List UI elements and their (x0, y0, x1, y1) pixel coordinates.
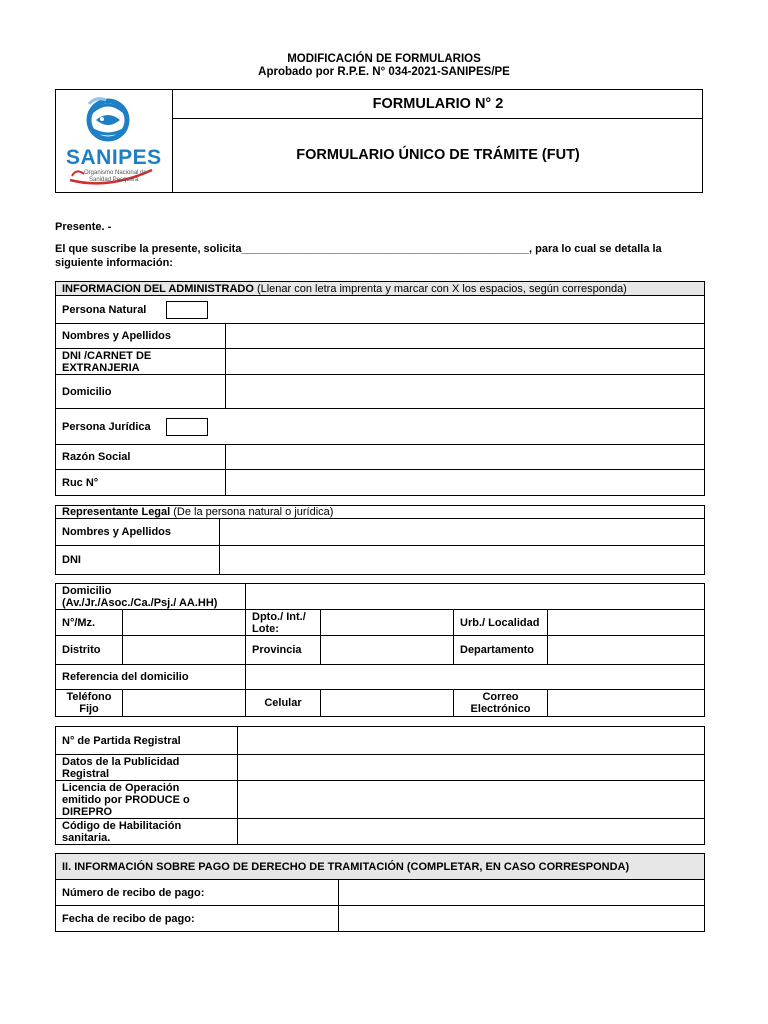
habilitacion-label-line-2: sanitaria. (62, 831, 111, 844)
address-domicilio-label (56, 584, 246, 610)
correo-label (454, 690, 548, 717)
licencia-field[interactable] (238, 781, 705, 819)
persona-natural-label: Persona Natural (62, 303, 147, 316)
telefono-label-line-2: Fijo (79, 703, 99, 715)
dni-label-line-1: DNI /CARNET DE (62, 349, 152, 362)
ruc-label: Ruc N° (56, 470, 226, 496)
address-domicilio-line-1: Domicilio (62, 584, 112, 597)
persona-juridica-checkbox[interactable] (166, 418, 208, 436)
logo-name: SANIPES (66, 146, 162, 169)
header-line-2: Aprobado por R.P.E. N° 034-2021-SANIPES/PE (258, 66, 510, 78)
correo-field[interactable] (548, 690, 705, 717)
publicidad-label (56, 755, 238, 781)
administrado-table (55, 281, 705, 496)
recibo-fecha-label: Fecha de recibo de pago: (56, 906, 339, 932)
habilitacion-label (56, 819, 238, 845)
telefono-label (56, 690, 123, 717)
referencia-label: Referencia del domicilio (56, 665, 246, 690)
domicilio-field[interactable] (226, 375, 705, 409)
publicidad-field[interactable] (238, 755, 705, 781)
provincia-field[interactable] (321, 636, 454, 665)
referencia-field[interactable] (246, 665, 705, 690)
rep-dni-field[interactable] (220, 546, 705, 575)
licencia-label (56, 781, 238, 819)
celular-field[interactable] (321, 690, 454, 717)
address-table (55, 583, 705, 717)
dpto-label (246, 610, 321, 636)
licencia-label-line-1: Licencia de Operación (62, 781, 180, 794)
correo-label-line-1: Correo (482, 691, 519, 703)
recibo-fecha-field[interactable] (339, 906, 705, 932)
dni-label-line-2: EXTRANJERIA (62, 361, 140, 374)
logo-subtitle-2: Sanidad Pesquera (89, 177, 139, 183)
administrado-note: (Llenar con letra imprenta y marcar con X los espacios, según corresponda) (253, 282, 627, 295)
distrito-label: Distrito (56, 636, 123, 665)
payment-table (55, 853, 705, 932)
representante-header (56, 506, 705, 519)
urb-label: Urb./ Localidad (454, 610, 548, 636)
licencia-label-line-2: emitido por PRODUCE o (62, 793, 190, 806)
administrado-header (56, 282, 705, 296)
header-line-1: MODIFICACIÓN DE FORMULARIOS (287, 53, 481, 65)
partida-label: N° de Partida Registral (56, 727, 238, 755)
provincia-label: Provincia (246, 636, 321, 665)
razon-social-label: Razón Social (56, 445, 226, 470)
telefono-label-line-1: Teléfono (66, 691, 112, 703)
recibo-numero-field[interactable] (339, 880, 705, 906)
departamento-label: Departamento (454, 636, 548, 665)
rep-nombres-label: Nombres y Apellidos (56, 519, 220, 546)
persona-juridica-label: Persona Jurídica (62, 420, 151, 433)
dni-label (56, 349, 226, 375)
title-box (55, 89, 703, 193)
publicidad-label-line-2: Registral (62, 767, 110, 780)
partida-field[interactable] (238, 727, 705, 755)
celular-label: Celular (246, 690, 321, 717)
request-line-2: siguiente información: (55, 257, 173, 269)
rep-nombres-field[interactable] (220, 519, 705, 546)
representante-table (55, 505, 705, 575)
nro-mz-label: N°/Mz. (56, 610, 123, 636)
correo-label-line-2: Electrónico (470, 703, 531, 715)
nombres-label: Nombres y Apellidos (56, 324, 226, 349)
logo-subtitle-1: Organismo Nacional de (84, 170, 147, 176)
dpto-label-line-1: Dpto./ Int./ (252, 610, 306, 623)
razon-social-field[interactable] (226, 445, 705, 470)
urb-field[interactable] (548, 610, 705, 636)
habilitacion-field[interactable] (238, 819, 705, 845)
nro-mz-field[interactable] (123, 610, 246, 636)
telefono-field[interactable] (123, 690, 246, 717)
publicidad-label-line-1: Datos de la Publicidad (62, 755, 180, 768)
logo-cell (56, 90, 173, 192)
address-domicilio-field[interactable] (246, 584, 705, 610)
payment-header: II. INFORMACIÓN SOBRE PAGO DE DERECHO DE TRAMITACIÓN (COMPLETAR, EN CASO CORRESPONDA) (56, 854, 705, 880)
domicilio-label: Domicilio (56, 375, 226, 409)
persona-juridica-row (56, 409, 705, 445)
persona-natural-row (56, 296, 705, 324)
administrado-title: INFORMACION DEL ADMINISTRADO (62, 282, 254, 295)
recibo-numero-label: Número de recibo de pago: (56, 880, 339, 906)
registry-table (55, 726, 705, 845)
representante-title: Representante Legal (62, 506, 171, 518)
ruc-field[interactable] (226, 470, 705, 496)
dpto-label-line-2: Lote: (252, 622, 279, 635)
request-line-1: El que suscribe la presente, solicita_______________________________________________, para lo cual se detalla la (55, 243, 662, 255)
persona-natural-checkbox[interactable] (166, 301, 208, 319)
dni-field[interactable] (226, 349, 705, 375)
representante-note: (De la persona natural o jurídica) (170, 506, 334, 518)
nombres-field[interactable] (226, 324, 705, 349)
dpto-field[interactable] (321, 610, 454, 636)
form-title: FORMULARIO ÚNICO DE TRÁMITE (FUT) (296, 147, 580, 163)
presente-label: Presente. - (55, 221, 112, 233)
form-number: FORMULARIO N° 2 (173, 90, 703, 119)
departamento-field[interactable] (548, 636, 705, 665)
rep-dni-label: DNI (56, 546, 220, 575)
licencia-label-line-3: DIREPRO (62, 805, 113, 818)
address-domicilio-line-2: (Av./Jr./Asoc./Ca./Psj./ AA.HH) (62, 596, 218, 609)
distrito-field[interactable] (123, 636, 246, 665)
habilitacion-label-line-1: Código de Habilitación (62, 819, 182, 832)
